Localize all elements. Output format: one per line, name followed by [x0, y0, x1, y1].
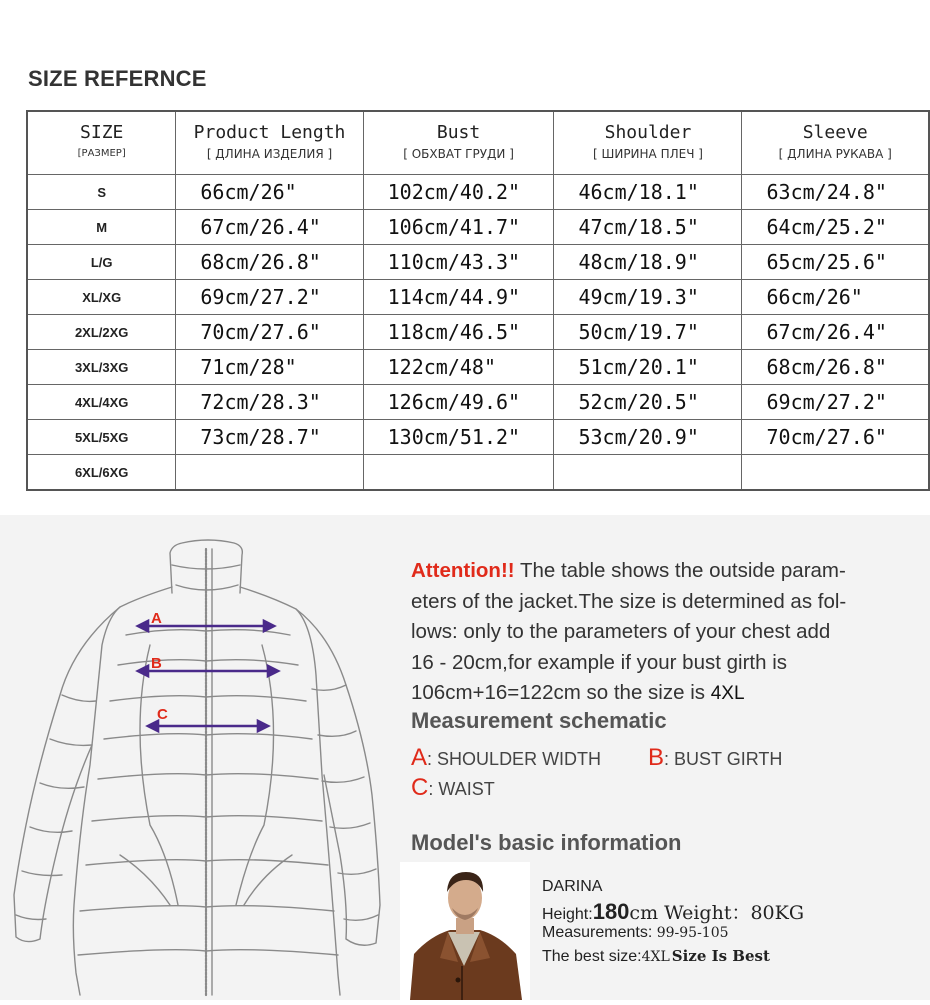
table-row [27, 350, 929, 385]
header-sub: [ ДЛИНА ИЗДЕЛИЯ ] [206, 147, 333, 161]
attention-line-2: eters of the jacket.The size is determined as fol- [411, 589, 847, 613]
value-cell: 66cm/26" [176, 175, 363, 210]
legend-label: BUST GIRTH [674, 749, 783, 769]
value-cell: 48cm/18.9" [554, 245, 742, 280]
value-cell: 49cm/19.3" [554, 280, 742, 315]
header-main: Sleeve [802, 122, 868, 143]
value-cell [176, 455, 363, 491]
legend-sep: : [428, 779, 434, 799]
size-cell: L/G [27, 245, 176, 280]
legend-letter: B [648, 744, 665, 771]
marker-b: B [151, 655, 162, 672]
value-cell: 46cm/18.1" [554, 175, 742, 210]
table-row [27, 420, 929, 455]
model-best-size [542, 947, 770, 966]
attention-line-4 [411, 648, 923, 679]
value-cell: 67cm/26.4" [176, 210, 363, 245]
legend-sep: : [664, 749, 670, 769]
table-row [27, 315, 929, 350]
height-label: Height: [542, 906, 593, 923]
header-sub: [РАЗМЕР] [77, 148, 126, 159]
value-cell: 106cm/41.7" [363, 210, 554, 245]
attention-label: Attention!! [411, 559, 515, 582]
table-body [27, 175, 929, 491]
best-size-label: The best size: [542, 948, 642, 965]
legend-shoulder-width [411, 744, 601, 772]
header-size [27, 111, 176, 175]
header-main: Shoulder [604, 122, 692, 143]
size-cell: 3XL/3XG [27, 350, 176, 385]
legend-sep: : [427, 749, 433, 769]
model-measurements [542, 924, 729, 942]
attention-text: The table shows the outside param- [519, 559, 846, 582]
value-cell: 53cm/20.9" [554, 420, 742, 455]
header-main: SIZE [80, 122, 124, 143]
value-cell: 66cm/26" [742, 280, 929, 315]
header-main: Bust [436, 122, 481, 143]
size-cell: XL/XG [27, 280, 176, 315]
header-sub: [ ШИРИНА ПЛЕЧ ] [593, 147, 703, 161]
value-cell: 65cm/25.6" [742, 245, 929, 280]
header-product-length [176, 111, 363, 175]
attention-range: 16 - 20 [411, 650, 475, 674]
value-cell: 73cm/28.7" [176, 420, 363, 455]
height-value: 180 [592, 899, 630, 924]
marker-c: C [157, 706, 168, 723]
attention-line-1 [411, 556, 923, 587]
value-cell: 63cm/24.8" [742, 175, 929, 210]
value-cell: 70cm/27.6" [176, 315, 363, 350]
size-cell: 6XL/6XG [27, 455, 176, 491]
size-cell: 2XL/2XG [27, 315, 176, 350]
value-cell [742, 455, 929, 491]
size-cell: S [27, 175, 176, 210]
table-header-row [27, 111, 929, 175]
value-cell: 50cm/19.7" [554, 315, 742, 350]
legend-label: WAIST [438, 779, 495, 799]
legend-label: SHOULDER WIDTH [437, 749, 602, 769]
header-sleeve [742, 111, 929, 175]
header-main: Product Length [193, 122, 346, 143]
size-cell: 5XL/5XG [27, 420, 176, 455]
model-name: DARINA [542, 878, 603, 895]
schematic-title: Measurement schematic [411, 708, 667, 733]
value-cell: 130cm/51.2" [363, 420, 554, 455]
value-cell: 69cm/27.2" [742, 385, 929, 420]
value-cell: 126cm/49.6" [363, 385, 554, 420]
model-height-weight [542, 898, 804, 925]
value-cell: 114cm/44.9" [363, 280, 554, 315]
table-row [27, 385, 929, 420]
value-cell: 51cm/20.1" [554, 350, 742, 385]
header-shoulder [554, 111, 742, 175]
attention-text: cm,for example if your bust girth is [474, 650, 787, 674]
value-cell: 52cm/20.5" [554, 385, 742, 420]
measurements-label: Measurements: [542, 924, 657, 941]
size-cell: M [27, 210, 176, 245]
value-cell: 68cm/26.8" [742, 350, 929, 385]
size-cell: 4XL/4XG [27, 385, 176, 420]
attention-size: 4XL [710, 683, 745, 704]
value-cell [363, 455, 554, 491]
legend-letter: A [411, 744, 428, 771]
legend-bust-girth [648, 744, 782, 772]
marker-a: A [151, 610, 162, 627]
legend-letter: C [411, 774, 429, 801]
measurements-value: 99-95-105 [656, 925, 729, 941]
best-size-value: 4XL [641, 949, 670, 965]
value-cell: 72cm/28.3" [176, 385, 363, 420]
value-cell: 118cm/46.5" [363, 315, 554, 350]
header-sub: [ ОБХВАТ ГРУДИ ] [403, 147, 514, 161]
table-row [27, 175, 929, 210]
value-cell: 69cm/27.2" [176, 280, 363, 315]
best-size-note: Size Is Best [671, 947, 770, 965]
table-row [27, 455, 929, 491]
model-photo [400, 862, 530, 1000]
table-row [27, 280, 929, 315]
size-table [26, 110, 930, 491]
value-cell: 102cm/40.2" [363, 175, 554, 210]
page-title: SIZE REFERNCE [28, 66, 207, 91]
value-cell: 122cm/48" [363, 350, 554, 385]
value-cell: 67cm/26.4" [742, 315, 929, 350]
legend-waist [411, 774, 495, 802]
value-cell: 70cm/27.6" [742, 420, 929, 455]
height-weight-text: cm Weight：80KG [629, 902, 805, 924]
value-cell: 71cm/28" [176, 350, 363, 385]
value-cell: 47cm/18.5" [554, 210, 742, 245]
jacket-diagram [0, 525, 395, 1000]
table-row [27, 245, 929, 280]
model-portrait-image [400, 862, 530, 1000]
attention-line-5 [411, 678, 923, 710]
header-sub: [ ДЛИНА РУКАВА ] [778, 147, 892, 161]
attention-example: 106cm+16=122cm so the size is [411, 681, 711, 704]
value-cell: 110cm/43.3" [363, 245, 554, 280]
value-cell: 64cm/25.2" [742, 210, 929, 245]
attention-note [411, 556, 923, 710]
model-info-title: Model's basic information [411, 830, 682, 855]
header-bust [363, 111, 554, 175]
attention-line-3: lows: only to the parameters of your chest add [411, 620, 831, 643]
value-cell: 68cm/26.8" [176, 245, 363, 280]
table-row [27, 210, 929, 245]
value-cell [554, 455, 742, 491]
